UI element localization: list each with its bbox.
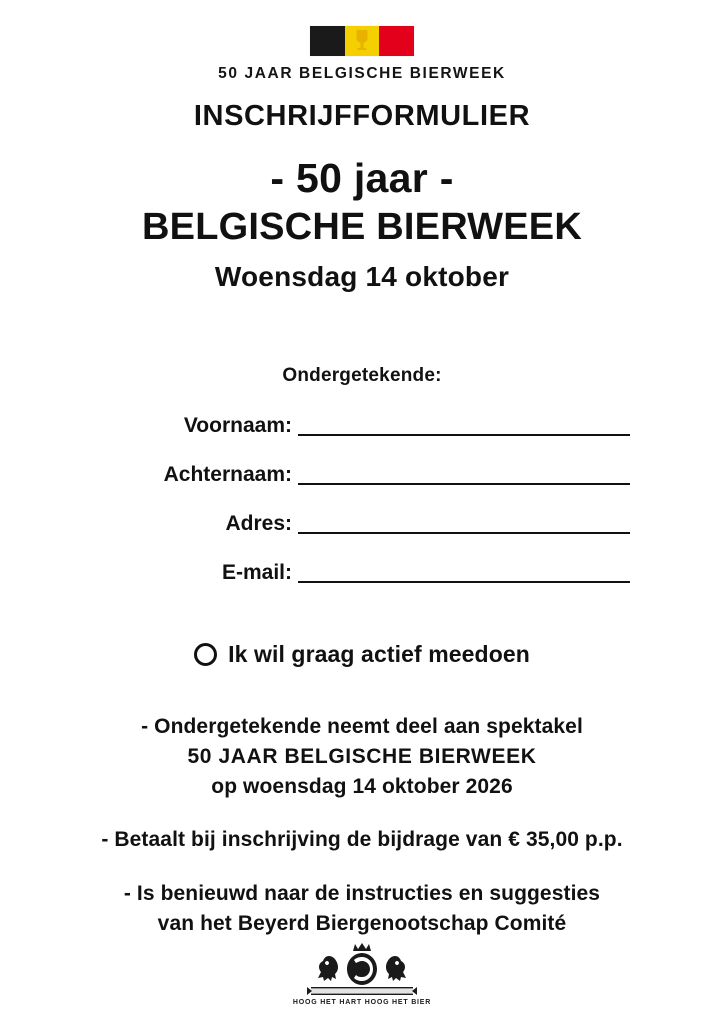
participation-option-label: Ik wil graag actief meedoen: [228, 641, 530, 667]
field-label-adres: Adres:: [225, 512, 292, 535]
title-line-1: - 50 jaar -: [270, 155, 454, 201]
field-line-email: [298, 560, 630, 583]
field-row-email: [0, 560, 724, 583]
field-label-voornaam: Voornaam:: [183, 414, 292, 437]
form-block: [0, 365, 724, 583]
field-line-achternaam: [298, 462, 630, 485]
adres-input[interactable]: [298, 511, 634, 530]
document-type-heading: INSCHRIJFFORMULIER: [193, 100, 531, 132]
field-line-voornaam: [298, 413, 630, 436]
field-label-achternaam: Achternaam:: [163, 463, 292, 486]
clause-item: [0, 825, 724, 855]
participation-option-row[interactable]: [0, 641, 724, 668]
title-line-3: Woensdag 14 oktober: [214, 261, 510, 292]
clause-line: 50 JAAR BELGISCHE BIERWEEK: [187, 744, 537, 768]
field-row-adres: [0, 511, 724, 534]
field-row-voornaam: [0, 413, 724, 436]
title-line-2: BELGISCHE BIERWEEK: [142, 206, 582, 248]
crest-motto: HOOG HET HART HOOG HET BIER: [292, 999, 432, 1006]
brand-line: 50 JAAR BELGISCHE BIERWEEK: [218, 65, 506, 82]
clause-item: [0, 879, 724, 939]
field-label-email: E-mail:: [221, 561, 292, 584]
field-line-adres: [298, 511, 630, 534]
clause-line: op woensdag 14 oktober 2026: [211, 774, 513, 798]
flag-band-red: [379, 26, 414, 56]
footer-crest-area: [0, 936, 724, 1006]
field-row-achternaam: [0, 462, 724, 485]
heraldic-crest-with-lions-icon: [299, 936, 425, 998]
clause-line: - Betaalt bij inschrijving de bijdrage van € 35,00 p.p.: [101, 828, 623, 852]
email-input[interactable]: [298, 560, 634, 579]
clauses-list: [0, 712, 724, 939]
achternaam-input[interactable]: [298, 462, 634, 481]
radio-button-unchecked-icon[interactable]: [194, 643, 217, 666]
beer-glass-icon: [357, 30, 368, 52]
clause-line: van het Beyerd Biergenootschap Comité: [157, 912, 567, 936]
logo-area: [0, 0, 724, 56]
clause-item: [0, 712, 724, 801]
flag-band-black: [310, 26, 345, 56]
clause-line: - Ondergetekende neemt deel aan spektakel: [141, 715, 583, 738]
belgian-flag-with-beer-glass-icon: [310, 26, 414, 56]
clause-line: - Is benieuwd naar de instructies en suggesties: [123, 882, 601, 906]
voornaam-input[interactable]: [298, 413, 634, 432]
undersigned-label: Ondergetekende:: [282, 365, 442, 386]
